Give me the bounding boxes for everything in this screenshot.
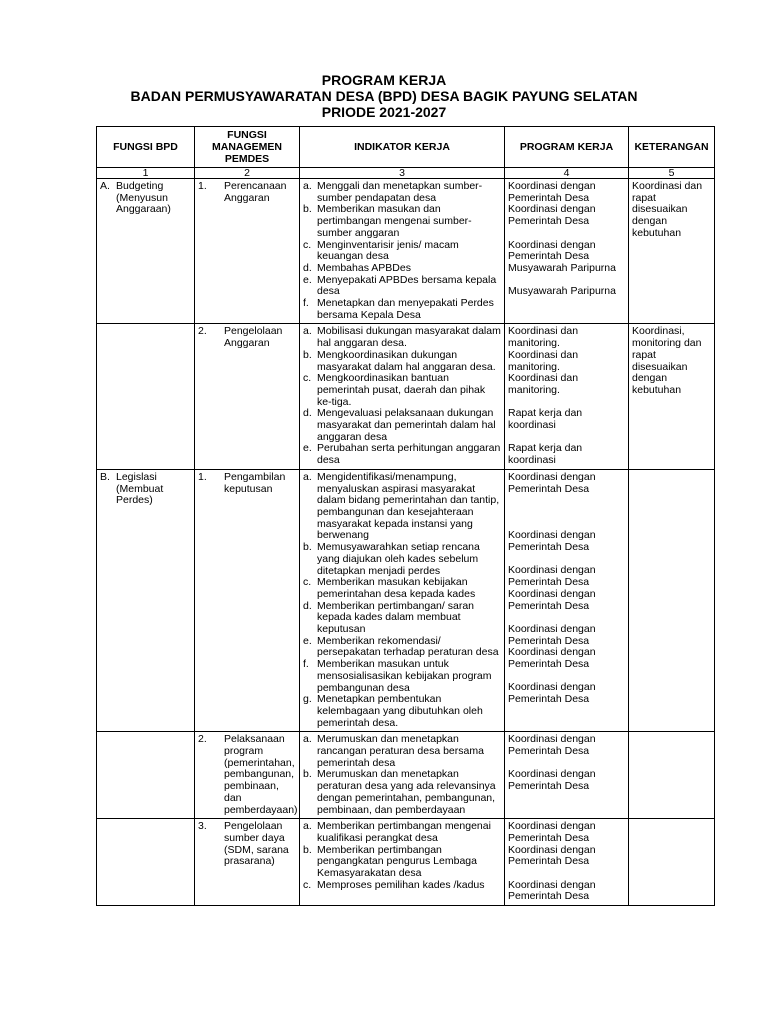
fungsi-text: Pengelolaan Anggaran — [224, 325, 283, 350]
indicator-item — [303, 350, 501, 373]
indicator-text: Memberikan masukan untuk mensosialisasikan kebijakan program pembangunan desa — [317, 658, 492, 694]
col-header-fungsi-bpd: FUNGSI BPD — [97, 127, 195, 168]
indicator-marker: a. — [303, 325, 312, 338]
program-item: Koordinasi dengan Pemerintah Desa — [508, 470, 596, 495]
program-spacer — [508, 495, 625, 507]
section-marker: A. — [100, 180, 110, 192]
col-header-fungsi-managemen: FUNGSI MANAGEMEN PEMDES — [195, 127, 300, 168]
fungsi-marker: 1. — [198, 470, 207, 483]
program-item: Koordinasi dengan Pemerintah Desa — [508, 203, 596, 228]
indicator-item — [303, 636, 501, 659]
indicator-text: Menginventarisir jenis/ macam keuangan desa — [317, 238, 459, 263]
fungsi-text: Perencanaan Anggaran — [224, 180, 287, 204]
cell-fungsi-bpd — [97, 819, 195, 906]
cell-indikator — [300, 179, 505, 324]
cell-keterangan — [629, 732, 715, 819]
fungsi-item — [198, 821, 296, 868]
indicator-text: Perubahan serta perhitungan anggaran desa — [317, 442, 501, 467]
indicator-text: Merumuskan dan menetapkan rancangan peraturan desa bersama pemerintah desa — [317, 733, 484, 769]
indicator-item — [303, 542, 501, 577]
indicator-text: Memberikan pertimbangan/ saran kepada kades dalam membuat keputusan — [317, 599, 474, 636]
indicator-marker: f. — [303, 297, 309, 310]
indicator-item — [303, 880, 501, 892]
indicator-marker: d. — [303, 407, 312, 420]
col-header-program: PROGRAM KERJA — [505, 127, 629, 168]
cell-indikator — [300, 469, 505, 731]
indicator-item — [303, 734, 501, 769]
indicator-item — [303, 821, 501, 844]
cell-indikator — [300, 324, 505, 469]
cell-fungsi-bpd — [97, 469, 195, 731]
indicator-item — [303, 694, 501, 729]
indicator-marker: c. — [303, 372, 312, 385]
indicator-text: Memproses pemilihan kades /kadus — [317, 878, 485, 891]
indicator-item — [303, 181, 501, 204]
indicator-item — [303, 204, 501, 239]
indicator-item — [303, 298, 501, 321]
cell-indikator — [300, 732, 505, 819]
indicator-marker: e. — [303, 634, 312, 647]
cell-fungsi-managemen — [195, 324, 300, 469]
indicator-item — [303, 769, 501, 816]
section-subtitle: (Menyusun Anggaraan) — [116, 191, 171, 216]
fungsi-item — [198, 181, 296, 204]
col-number: 4 — [505, 168, 629, 179]
indicator-item — [303, 240, 501, 263]
indicator-marker: e. — [303, 442, 312, 455]
table-row — [97, 732, 715, 819]
program-spacer — [508, 228, 625, 240]
indicator-item — [303, 263, 501, 275]
program-item: Koordinasi dengan Pemerintah Desa — [508, 529, 596, 554]
col-header-indikator: INDIKATOR KERJA — [300, 127, 505, 168]
indicator-item — [303, 443, 501, 466]
indicator-text: Menetapkan dan menyepakati Perdes bersama Kepala Desa — [317, 297, 494, 321]
fungsi-text: Pengelolaan sumber daya (SDM, sarana prasarana) — [224, 820, 289, 868]
cell-program — [505, 324, 629, 469]
program-item: Koordinasi dengan Pemerintah Desa — [508, 878, 596, 903]
indicator-marker: b. — [303, 541, 312, 554]
indicator-marker: a. — [303, 820, 312, 833]
indicator-text: Memusyawarahkan setiap rencana yang diajukan oleh kades sebelum ditetapkan menjadi perdes — [317, 541, 480, 577]
cell-keterangan: Koordinasi dan rapat disesuaikan dengan kebutuhan — [629, 179, 715, 324]
indicator-item — [303, 577, 501, 600]
program-item: Koordinasi dengan Pemerintah Desa — [508, 587, 596, 612]
program-item: Koordinasi dan manitoring. — [508, 325, 579, 350]
indicator-marker: d. — [303, 599, 312, 612]
section-label — [100, 181, 191, 216]
indicator-item — [303, 275, 501, 298]
indicator-text: Mengevaluasi pelaksanaan dukungan masyarakat dan pemerintah dalam hal anggaran desa — [317, 407, 496, 443]
indicator-item — [303, 326, 501, 349]
indicator-marker: c. — [303, 878, 312, 891]
col-number: 3 — [300, 168, 505, 179]
program-spacer — [508, 507, 625, 519]
cell-fungsi-bpd — [97, 324, 195, 469]
section-text — [116, 181, 191, 216]
indicator-marker: f. — [303, 658, 309, 671]
section-title: Legislasi — [116, 470, 157, 483]
indicator-marker: b. — [303, 203, 312, 216]
indicator-text: Memberikan masukan kebijakan pemerintahan desa kepada kades — [317, 576, 476, 600]
program-item: Koordinasi dengan Pemerintah Desa — [508, 820, 596, 844]
indicator-marker: b. — [303, 843, 312, 856]
table-row — [97, 179, 715, 324]
section-marker: B. — [100, 470, 110, 483]
cell-indikator — [300, 819, 505, 906]
doc-title-line-2: BADAN PERMUSYAWARATAN DESA (BPD) DESA BAGIK PAYUNG SELATAN — [130, 88, 638, 104]
cell-keterangan: Koordinasi, monitoring dan rapat disesuaikan dengan kebutuhan — [629, 324, 715, 469]
indicator-text: Mobilisasi dukungan masyarakat dalam hal anggaran desa. — [317, 325, 501, 350]
indicator-text: Merumuskan dan menetapkan peraturan desa yang ada relevansinya dengan pemerintahan, pembangunan, pembinaan, dan pemberdayaan — [317, 768, 496, 816]
indicator-text: Membahas APBDes — [317, 261, 411, 274]
fungsi-marker: 2. — [198, 733, 207, 746]
indicator-text: Mengkoordinasikan bantuan pemerintah pusat, daerah dan pihak ke-tiga. — [317, 372, 486, 408]
program-item: Musyawarah Paripurna — [508, 285, 616, 298]
fungsi-item — [198, 734, 296, 816]
fungsi-marker: 2. — [198, 325, 207, 338]
section-text — [116, 472, 191, 507]
indicator-item — [303, 408, 501, 443]
indicator-marker: c. — [303, 576, 312, 589]
doc-title-line-1: PROGRAM KERJA — [321, 72, 447, 88]
program-item: Koordinasi dengan Pemerintah Desa — [508, 843, 596, 868]
indicator-marker: a. — [303, 180, 312, 192]
indicator-text: Memberikan pertimbangan mengenai kualifikasi perangkat desa — [317, 820, 491, 844]
indicator-text: Mengidentifikasi/menampung, menyaluskan aspirasi masyarakat dalam bidang pemerintahan dan tantip, pembangunan dan kesejahteraan masyarakat kepada instansi yang berwenang — [317, 470, 500, 542]
program-item: Koordinasi dengan Pemerintah Desa — [508, 238, 596, 263]
col-number: 5 — [629, 168, 715, 179]
indicator-item — [303, 373, 501, 408]
indicator-text: Memberikan pertimbangan pengangkatan pengurus Lembaga Kemasyarakatan desa — [317, 843, 477, 880]
program-item: Rapat kerja dan koordinasi — [508, 407, 583, 432]
indicator-item — [303, 472, 501, 542]
program-item: Koordinasi dengan Pemerintah Desa — [508, 646, 596, 671]
program-spacer — [508, 868, 625, 880]
cell-fungsi-bpd — [97, 732, 195, 819]
indicator-marker: a. — [303, 470, 312, 483]
fungsi-text: Pengambilan keputusan — [224, 470, 286, 495]
col-number-row — [97, 168, 715, 179]
indicator-marker: a. — [303, 733, 312, 746]
header-row — [97, 127, 715, 168]
indicator-item — [303, 845, 501, 880]
indicator-marker: d. — [303, 261, 312, 274]
program-item: Koordinasi dengan Pemerintah Desa — [508, 622, 596, 647]
cell-program — [505, 819, 629, 906]
program-item: Koordinasi dengan Pemerintah Desa — [508, 681, 596, 706]
fungsi-marker: 3. — [198, 820, 207, 833]
indicator-text: Menggali dan menetapkan sumber-sumber pendapatan desa — [317, 180, 483, 204]
program-item: Rapat kerja dan koordinasi — [508, 442, 583, 467]
indicator-text: Mengkoordinasikan dukungan masyarakat dalam hal anggaran desa. — [317, 348, 496, 373]
cell-keterangan — [629, 469, 715, 731]
indicator-marker: e. — [303, 273, 312, 286]
indicator-marker: b. — [303, 348, 312, 361]
section-subtitle: (Membuat Perdes) — [116, 482, 164, 507]
fungsi-text: Pelaksanaan program (pemerintahan, pembangunan, pembinaan, dan pemberdayaan) — [224, 733, 298, 816]
indicator-marker: c. — [303, 238, 312, 251]
indicator-marker: b. — [303, 768, 312, 781]
program-item: Koordinasi dan manitoring. — [508, 348, 579, 373]
cell-program — [505, 732, 629, 819]
program-item: Koordinasi dengan Pemerintah Desa — [508, 768, 596, 793]
section-title: Budgeting — [116, 180, 164, 192]
indicator-text: Memberikan rekomendasi/ persepakatan terhadap peraturan desa — [317, 634, 499, 659]
col-number: 2 — [195, 168, 300, 179]
fungsi-item — [198, 326, 296, 349]
cell-fungsi-managemen — [195, 179, 300, 324]
program-item: Koordinasi dengan Pemerintah Desa — [508, 733, 596, 758]
program-table — [96, 126, 715, 906]
indicator-item — [303, 659, 501, 694]
indicator-item — [303, 601, 501, 636]
cell-fungsi-bpd — [97, 179, 195, 324]
cell-fungsi-managemen — [195, 469, 300, 731]
table-body — [97, 179, 715, 906]
program-item: Koordinasi dengan Pemerintah Desa — [508, 564, 596, 589]
cell-fungsi-managemen — [195, 732, 300, 819]
indicator-text: Memberikan masukan dan pertimbangan mengenai sumber-sumber anggaran — [317, 203, 472, 239]
indicator-marker: g. — [303, 693, 312, 706]
cell-program — [505, 179, 629, 324]
section-label — [100, 472, 191, 507]
table-row — [97, 469, 715, 731]
indicator-text: Menyepakati APBDes bersama kepala desa — [317, 273, 497, 298]
col-header-keterangan: KETERANGAN — [629, 127, 715, 168]
cell-fungsi-managemen — [195, 819, 300, 906]
cell-keterangan — [629, 819, 715, 906]
fungsi-marker: 1. — [198, 180, 207, 192]
program-item: Musyawarah Paripurna — [508, 261, 616, 274]
indicator-text: Menetapkan pembentukan kelembagaan yang dibutuhkan oleh pemerintah desa. — [317, 693, 483, 729]
program-item: Koordinasi dengan Pemerintah Desa — [508, 180, 596, 204]
cell-program — [505, 469, 629, 731]
fungsi-item — [198, 472, 296, 495]
table-row — [97, 324, 715, 469]
col-number: 1 — [97, 168, 195, 179]
doc-title-line-3: PRIODE 2021-2027 — [321, 104, 447, 120]
program-item: Koordinasi dan manitoring. — [508, 372, 579, 396]
table-row — [97, 819, 715, 906]
